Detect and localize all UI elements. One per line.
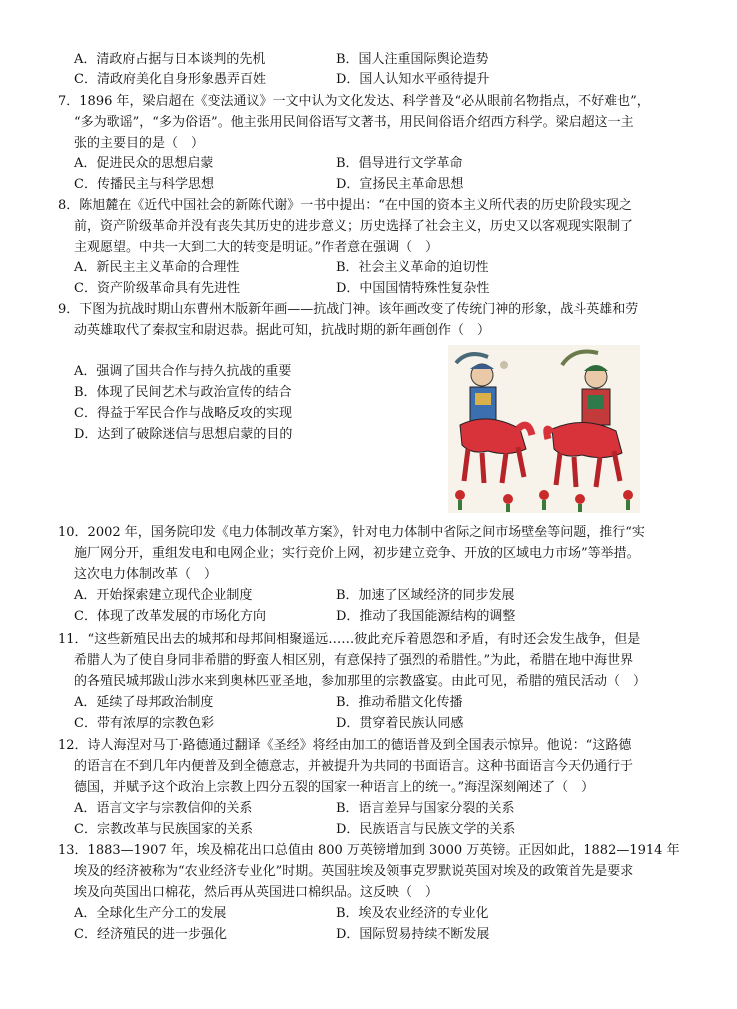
question-11-option-d: D．贯穿着民族认同感	[336, 716, 464, 731]
question-12-option-b: B．语言差异与国家分裂的关系	[336, 801, 515, 816]
question-9-option-d: D．达到了破除迷信与思想启蒙的目的	[74, 427, 293, 442]
option-a: A．清政府占据与日本谈判的先机	[74, 52, 266, 67]
question-9-stem-line2: 动英雄取代了秦叔宝和尉迟恭。据此可知，抗战时期的新年画创作（ ）	[74, 323, 491, 338]
question-10-option-c: C．体现了改革发展的市场化方向	[74, 609, 266, 624]
question-8-stem-line1: 8．陈旭麓在《近代中国社会的新陈代谢》一书中提出：“在中国的资本主义所代表的历史阶段实现之	[58, 198, 632, 213]
question-8-option-a: A．新民主主义革命的合理性	[74, 260, 240, 275]
question-11-stem-line3: 的各殖民城邦跋山涉水来到奥林匹亚圣地，参加那里的宗教盛宴。由此可见，希腊的殖民活动（ ）	[74, 674, 647, 689]
option-b: B．国人注重国际舆论造势	[336, 52, 489, 67]
question-7-stem-line3: 张的主要目的是（ ）	[74, 136, 205, 151]
question-8-stem-line2: 前，资产阶级革命并没有丧失其历史的进步意义；历史选择了社会主义，历史又以客观现实限制了	[74, 219, 634, 234]
question-12-option-a: A．语言文字与宗教信仰的关系	[74, 801, 253, 816]
question-9-option-b: B．体现了民间艺术与政治宣传的结合	[74, 385, 292, 400]
question-9-stem-line1: 9．下图为抗战时期山东曹州木版新年画——抗战门神。该年画改变了传统门神的形象，战斗英雄和劳	[58, 302, 639, 317]
question-13-option-d: D．国际贸易持续不断发展	[336, 927, 490, 942]
question-7-option-c: C．传播民主与科学思想	[74, 177, 214, 192]
question-13-option-a: A．全球化生产分工的发展	[74, 906, 227, 921]
question-11-stem-line2: 希腊人为了使自身同非希腊的野蛮人相区别，有意保持了强烈的希腊性。”为此，希腊在地中海世界	[74, 653, 634, 668]
question-8-option-b: B．社会主义革命的迫切性	[336, 260, 489, 275]
question-12-option-d: D．民族语言与民族文学的关系	[336, 822, 516, 837]
question-8-option-c: C．资产阶级革命具有先进性	[74, 281, 240, 296]
question-7-stem-line1: 7．1896 年，梁启超在《变法通议》一文中认为文化发达、科学普及“必从眼前名物指点，不好难也”，	[58, 94, 650, 109]
question-13-stem-line3: 埃及向英国出口棉花，然后再从英国进口棉织品。这反映（ ）	[74, 885, 439, 900]
question-13-stem-line1: 13．1883—1907 年，埃及棉花出口总值由 800 万英镑增加到 3000 万英镑。正因如此，1882—1914 年	[58, 843, 680, 858]
question-7-option-a: A．促进民众的思想启蒙	[74, 156, 214, 171]
question-10-stem-line2: 施厂网分开，重组发电和电网企业；实行竞价上网，初步建立竞争、开放的区域电力市场”等举措。	[74, 546, 640, 561]
question-7-stem-line2: “多为歌谣”，“多为俗语”。他主张用民间俗语写文著书，用民间俗语介绍西方科学。梁启超这一主	[74, 115, 634, 130]
question-11-stem-line1: 11．“这些新殖民出去的城邦和母邦间相聚遥远……彼此充斥着恩怨和矛盾，有时还会发生战争，但是	[58, 632, 641, 647]
option-c: C．清政府美化自身形象愚弄百姓	[74, 72, 266, 87]
question-10-option-a: A．开始探索建立现代企业制度	[74, 588, 253, 603]
question-11-option-b: B．推动希腊文化传播	[336, 695, 463, 710]
option-d: D．国人认知水平亟待提升	[336, 72, 490, 87]
question-9-option-c: C．得益于军民合作与战略反攻的实现	[74, 406, 292, 421]
question-13-option-b: B．埃及农业经济的专业化	[336, 906, 489, 921]
question-12-stem-line2: 的语言在不到几年内便普及到全德意志，并被提升为共同的书面语言。这种书面语言今天仍通行于	[74, 759, 634, 774]
question-10-option-d: D．推动了我国能源结构的调整	[336, 609, 516, 624]
question-7-option-d: D．宣扬民主革命思想	[336, 177, 464, 192]
question-10-stem-line1: 10．2002 年，国务院印发《电力体制改革方案》，针对电力体制中省际之间市场壁垒等问题，推行“实	[58, 525, 645, 540]
question-11-option-c: C．带有浓厚的宗教色彩	[74, 716, 214, 731]
question-7-option-b: B．倡导进行文学革命	[336, 156, 463, 171]
question-13-option-c: C．经济殖民的进一步强化	[74, 927, 227, 942]
door-god-illustration	[448, 345, 640, 513]
question-13-stem-line2: 埃及的经济被称为“农业经济专业化”时期。英国驻埃及领事克罗默说英国对埃及的政策首先是要求	[74, 864, 634, 879]
question-9-option-a: A．强调了国共合作与持久抗战的重要	[74, 364, 292, 379]
question-8-stem-line3: 主观愿望。中共一大到二大的转变是明证。”作者意在强调（ ）	[74, 240, 439, 255]
door-god-woodblock-image	[448, 345, 640, 513]
question-12-stem-line1: 12．诗人海涅对马丁·路德通过翻译《圣经》将经由加工的德语普及到全国表示惊异。他说：“这路德	[58, 738, 632, 753]
question-10-stem-line3: 这次电力体制改革（ ）	[74, 567, 218, 582]
question-10-option-b: B．加速了区域经济的同步发展	[336, 588, 515, 603]
question-12-option-c: C．宗教改革与民族国家的关系	[74, 822, 253, 837]
question-11-option-a: A．延续了母邦政治制度	[74, 695, 214, 710]
question-8-option-d: D．中国国情特殊性复杂性	[336, 281, 490, 296]
question-12-stem-line3: 德国，并赋予这个政治上宗教上四分五裂的国家一种语言上的统一。”海涅深刻阐述了（ ）	[74, 780, 595, 795]
